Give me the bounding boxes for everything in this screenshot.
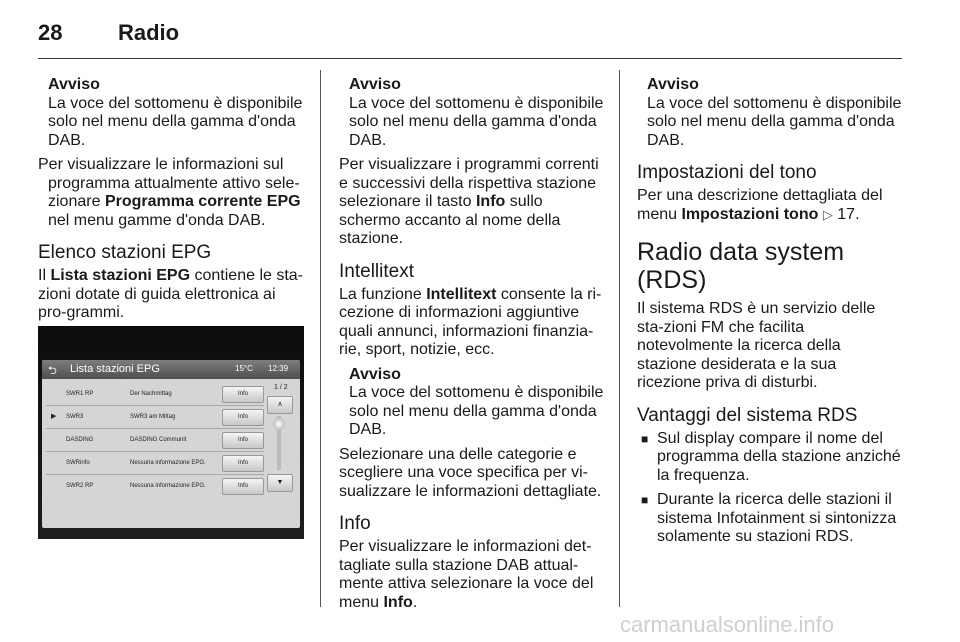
page-reference-icon: ▷ — [822, 206, 833, 222]
page-title: Radio — [118, 20, 180, 45]
page-reference: 17. — [837, 205, 860, 223]
chevron-down-icon: ▼ — [276, 479, 284, 486]
note-text: La voce del sottomenu è disponibile solo nel menu della gamma d'onda DAB. — [48, 94, 303, 149]
text: nel menu gamme d'onda DAB. — [48, 211, 266, 229]
station-name: SWR3 — [66, 414, 84, 420]
text: contiene le sta-zioni dotate di guida elettronica ai pro-grammi. — [38, 267, 304, 321]
station-name: SWR2 RP — [66, 483, 94, 489]
temperature: 15°C — [235, 364, 253, 373]
note-title: Avviso — [647, 76, 699, 93]
text: . — [412, 593, 418, 611]
station-name: SWR1 RP — [66, 391, 94, 397]
back-arrow-icon: ⮌ — [48, 365, 57, 377]
station-list — [46, 383, 264, 497]
paragraph: Il sistema RDS è un servizio delle sta-zioni FM che facilita notevolmente la ricerca della stazione desiderata e la sua ricezione priva di disturbi. — [637, 300, 876, 391]
chapter-heading: Radio data system (RDS) — [637, 238, 845, 294]
scroll-up-button — [267, 396, 293, 414]
bullet-list — [637, 430, 903, 547]
paragraph — [339, 286, 605, 360]
note-text: La voce del sottomenu è disponibile solo nel menu della gamma d'onda DAB. — [647, 94, 902, 149]
list-item — [46, 429, 264, 452]
paragraph: Selezionare una delle categorie e scegliere una voce specifica per vi-sualizzare le informazioni dettagliate. — [339, 445, 602, 500]
paragraph — [339, 538, 605, 612]
text: Per visualizzare le informazioni det-tagliate sulla stazione DAB attual-mente attiva selezionare la voce del menu — [339, 538, 594, 611]
station-name: SWRinfo — [66, 460, 90, 466]
info-button: Info — [222, 386, 264, 403]
list-item — [46, 406, 264, 429]
info-button: Info — [222, 409, 264, 426]
program-name: Nessuna informazione EPG. — [130, 483, 206, 489]
note-title: Avviso — [349, 76, 401, 93]
chevron-up-icon: ∧ — [277, 401, 283, 408]
text: Per una descrizione dettagliata del menu — [637, 187, 883, 223]
play-indicator-icon: ▶ — [51, 413, 57, 420]
epg-screen-image — [38, 326, 304, 539]
bold-term: Intellitext — [426, 285, 497, 303]
section-heading: Vantaggi del sistema RDS — [637, 404, 858, 426]
section-heading: Intellitext — [339, 260, 414, 282]
header-rule — [38, 58, 902, 59]
screen-title: Lista stazioni EPG — [70, 363, 160, 375]
note-box — [637, 76, 903, 150]
column-divider — [320, 70, 321, 607]
column-1 — [38, 76, 304, 329]
paragraph — [38, 267, 304, 323]
paragraph — [339, 156, 605, 249]
watermark: carmanualsonline.info — [620, 612, 835, 637]
column-3 — [637, 76, 903, 553]
note-title: Avviso — [48, 76, 100, 93]
section-heading: Info — [339, 513, 371, 534]
station-name: DASDING — [66, 437, 94, 443]
program-name: Nessuna informazione EPG. — [130, 460, 206, 466]
note-box — [339, 76, 605, 150]
note-text: La voce del sottomenu è disponibile solo nel menu della gamma d'onda DAB. — [349, 94, 604, 149]
column-divider — [619, 70, 620, 607]
scroll-knob — [273, 418, 285, 430]
note-box — [38, 76, 304, 150]
text: Il — [38, 267, 46, 284]
section-heading: Elenco stazioni EPG — [38, 242, 212, 263]
list-item: ■ Durante la ricerca delle stazioni il sistema Infotainment si sintonizza solamente su stazioni RDS. — [637, 491, 903, 547]
scroll-down-button — [267, 474, 293, 492]
text: consente la ri-cezione di informazioni aggiuntive quali annunci, informazioni finanzia-rie, sport, notizie, ecc. — [339, 285, 602, 358]
program-name: Der Nachmittag — [130, 391, 172, 397]
bold-term: Programma corrente EPG — [104, 193, 301, 210]
note-box — [339, 366, 605, 440]
program-name: SWR3 am Mittag — [130, 414, 176, 420]
list-item — [46, 452, 264, 475]
info-button: Info — [222, 455, 264, 472]
note-text: La voce del sottomenu è disponibile solo nel menu della gamma d'onda DAB. — [349, 384, 604, 438]
text: Per visualizzare le informazioni sul programma attualmente attivo sele-zionare — [38, 156, 300, 210]
info-button: Info — [222, 432, 264, 449]
list-item: ■ Sul display compare il nome del programma della stazione anziché la frequenza. — [637, 430, 903, 486]
info-button: Info — [222, 478, 264, 495]
column-2 — [339, 76, 605, 618]
page-number: 28 — [38, 20, 63, 45]
bold-term: Impostazioni tono — [681, 205, 819, 223]
program-name: DASDING Communit — [130, 437, 187, 443]
text: sullo schermo accanto al nome della stazione. — [339, 193, 561, 247]
screen-title-bar — [42, 360, 300, 379]
list-item — [46, 383, 264, 406]
section-heading: Impostazioni del tono — [637, 162, 817, 183]
text: La funzione — [339, 285, 422, 303]
page-header — [38, 18, 902, 62]
note-title: Avviso — [349, 365, 401, 383]
paragraph — [637, 187, 903, 224]
bold-term: Info — [383, 593, 413, 611]
clock: 12:39 — [268, 364, 289, 373]
paragraph — [38, 156, 304, 230]
bold-term: Lista stazioni EPG — [50, 267, 191, 284]
bold-term: Info — [475, 193, 506, 210]
list-item — [46, 475, 264, 497]
page-indicator: 1 / 2 — [274, 384, 288, 391]
text: Per visualizzare i programmi correnti e successivi della rispettiva stazione selezionare il tasto — [339, 156, 599, 210]
